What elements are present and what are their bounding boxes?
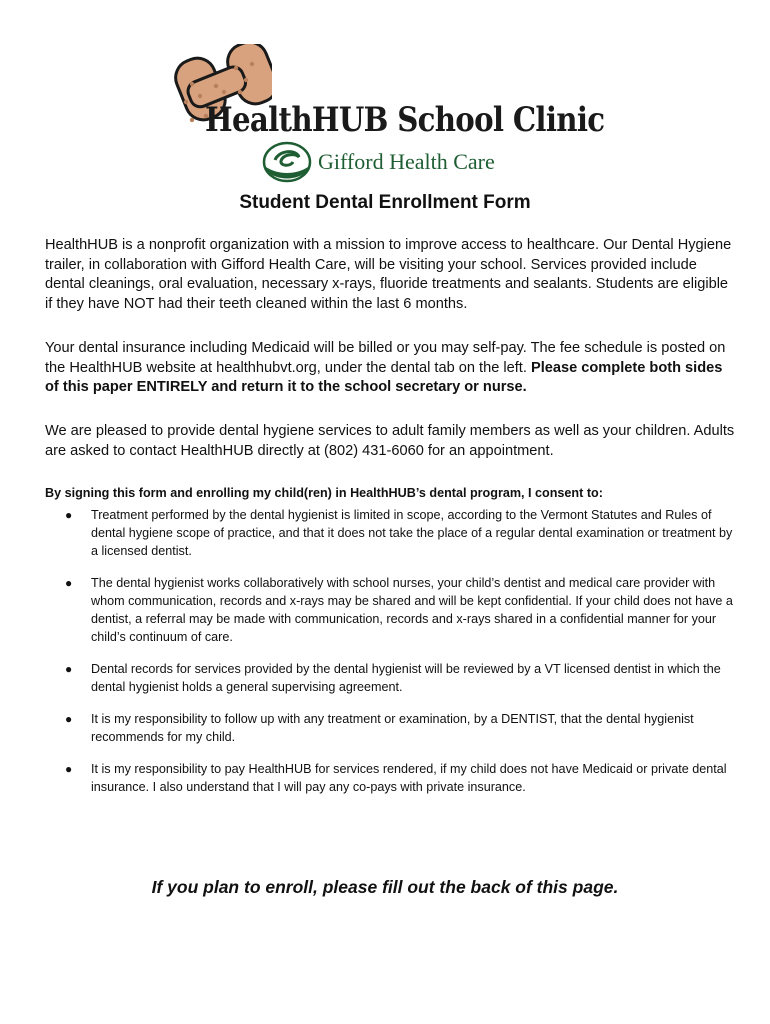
- bullet-icon: ●: [65, 508, 73, 522]
- bullet-icon: ●: [65, 576, 73, 590]
- adults-paragraph: We are pleased to provide dental hygiene services to adult family members as well as your children. Adults are asked to contact HealthHUB directly at (802) 431-6060 for an appointment.: [45, 423, 735, 459]
- closing-instruction: If you plan to enroll, please fill out the back of this page.: [151, 877, 619, 897]
- consent-list: [45, 506, 735, 810]
- consent-item-text: It is my responsibility to follow up with any treatment or examination, by a DENTIST, that the dental hygienist recommends for my child.: [91, 712, 694, 744]
- consent-item-text: Treatment performed by the dental hygienist is limited in scope, according to the Vermont Statutes and Rules of dental hygiene scope of practice, and that it does not take the place of a regular dental examination or treatment by a licensed dentist.: [91, 508, 733, 558]
- list-item: [45, 760, 735, 796]
- consent-heading: By signing this form and enrolling my child(ren) in HealthHUB’s dental program, I consent to:: [45, 486, 603, 500]
- clinic-name: HealthHUB School Clinic: [205, 100, 605, 140]
- bullet-icon: ●: [65, 712, 73, 726]
- header: [0, 0, 770, 190]
- consent-item-text: Dental records for services provided by the dental hygienist will be reviewed by a VT licensed dentist in which the dental hygienist holds a general supervising agreement.: [91, 662, 721, 694]
- list-item: [45, 660, 735, 696]
- list-item: [45, 574, 735, 646]
- bullet-icon: ●: [65, 662, 73, 676]
- partner-name: Gifford Health Care: [318, 149, 495, 174]
- form-title: Student Dental Enrollment Form: [239, 192, 531, 213]
- consent-item-text: The dental hygienist works collaboratively with school nurses, your child’s dentist and medical care provider with whom communication, records and x-rays may be shared and will be kept confidential. If your child does not have a dentist, a referral may be made with communication, records and x-rays shared in a confidential manner for your child’s continuum of care.: [91, 576, 733, 644]
- bullet-icon: ●: [65, 762, 73, 776]
- billing-emphasis: Please complete both sides of this paper ENTIRELY and return it to the school secretary or nurse.: [45, 359, 723, 396]
- intro-paragraph: HealthHUB is a nonprofit organization with a mission to improve access to healthcare. Our Dental Hygiene trailer, in collaboration with Gifford Health Care, will be visiting your school. Services provided include dental cleanings, oral evaluation, necessary x-rays, fluoride treatments and sealants. Students are eligible if they have NOT had their teeth cleaned within the last 6 months.: [45, 237, 732, 312]
- gifford-swirl-logo: [262, 141, 312, 183]
- billing-text: Your dental insurance including Medicaid will be billed or you may self-pay. The fee schedule is posted on the HealthHUB website at healthhubvt.org, under the dental tab on the left.: [45, 340, 726, 376]
- list-item: [45, 506, 735, 560]
- consent-item-text: It is my responsibility to pay HealthHUB for services rendered, if my child does not have Medicaid or private dental insurance. I also understand that I will pay any co-pays with private insurance.: [91, 762, 727, 794]
- billing-paragraph: [45, 339, 735, 398]
- list-item: [45, 710, 735, 746]
